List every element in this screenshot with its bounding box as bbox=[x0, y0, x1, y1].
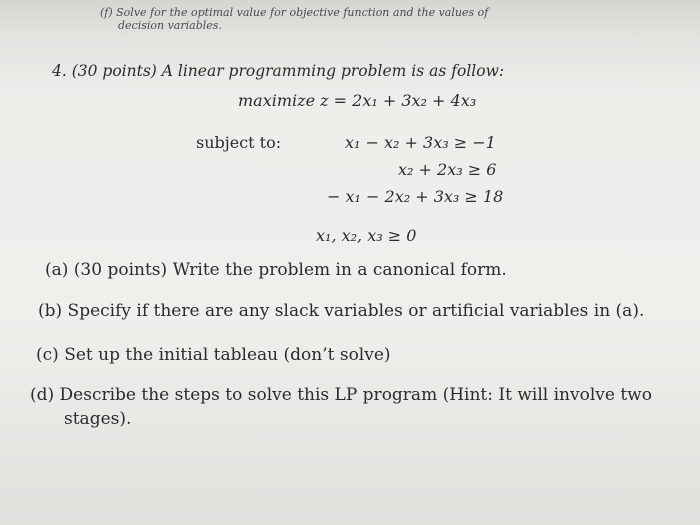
part-d-line-2: stages). bbox=[64, 409, 132, 429]
nonnegativity-constraint: x₁, x₂, x₃ ≥ 0 bbox=[316, 226, 417, 245]
previous-question-line-1: (f) Solve for the optimal value for objective function and the values of bbox=[100, 6, 489, 19]
part-d bbox=[30, 383, 690, 431]
problem-header: 4. (30 points) A linear programming problem is as follow: bbox=[52, 62, 505, 80]
part-d-line-1: (d) Describe the steps to solve this LP program (Hint: It will involve two bbox=[30, 385, 652, 405]
constraint-3: − x₁ − 2x₂ + 3x₃ ≥ 18 bbox=[327, 187, 504, 206]
part-c: (c) Set up the initial tableau (don’t solve) bbox=[36, 345, 391, 365]
constraint-1: x₁ − x₂ + 3x₃ ≥ −1 bbox=[345, 133, 496, 152]
subject-to-label: subject to: bbox=[196, 133, 282, 152]
part-b: (b) Specify if there are any slack variables or artificial variables in (a). bbox=[38, 301, 645, 321]
constraint-2: x₂ + 2x₃ ≥ 6 bbox=[398, 160, 497, 179]
objective-function: maximize z = 2x₁ + 3x₂ + 4x₃ bbox=[238, 91, 477, 110]
previous-question-fragment bbox=[100, 6, 488, 32]
part-a: (a) (30 points) Write the problem in a canonical form. bbox=[45, 260, 507, 280]
previous-question-line-2: decision variables. bbox=[118, 19, 222, 32]
